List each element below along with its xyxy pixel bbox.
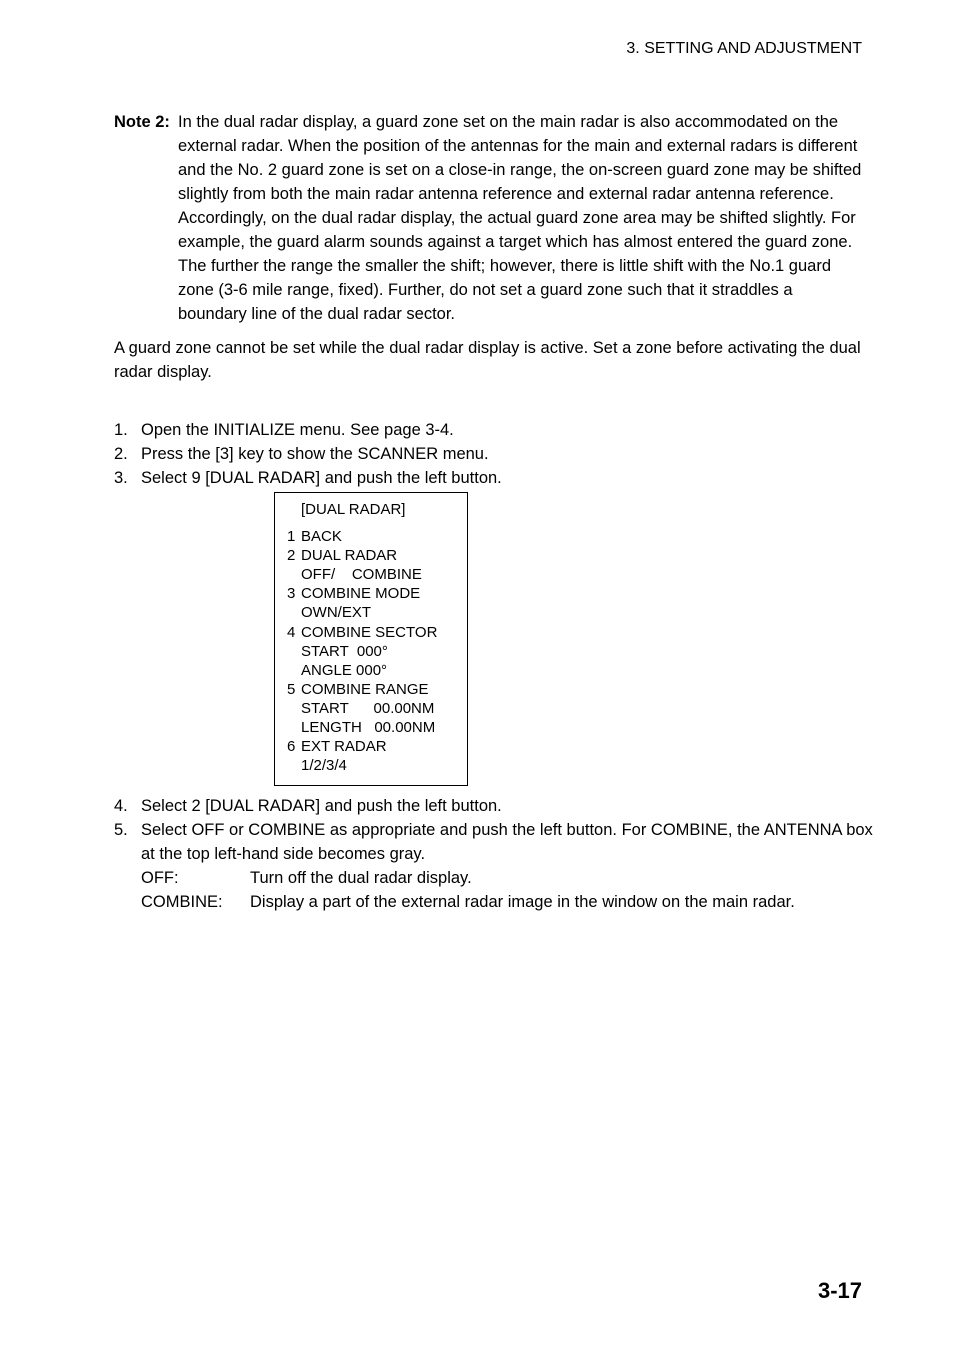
- menu-item-combine-mode: [287, 584, 467, 603]
- option-key: OFF:: [141, 869, 179, 887]
- menu-item-label: EXT RADAR: [301, 738, 387, 756]
- menu-option-range-start: START 00.00NM: [301, 699, 435, 717]
- step-1: [114, 418, 874, 442]
- step-3: [114, 466, 874, 490]
- menu-item-back: [287, 527, 467, 546]
- menu-title: [DUAL RADAR]: [301, 501, 406, 518]
- procedure-steps-first: [114, 418, 874, 490]
- menu-option-ext-radar: 1/2/3/4: [301, 757, 347, 775]
- menu-item-label: COMBINE MODE: [301, 585, 421, 603]
- menu-item-number: 2: [287, 547, 296, 565]
- step-number: 2.: [114, 445, 128, 463]
- step-5: [114, 818, 874, 914]
- step-text: Open the INITIALIZE menu. See page 3-4.: [141, 421, 454, 439]
- step-number: 3.: [114, 469, 128, 487]
- option-off: [141, 866, 874, 890]
- step-text: Select OFF or COMBINE as appropriate and push the left button. For COMBINE, the ANTENNA box at the top left-hand side becomes gray.: [141, 821, 873, 863]
- step-2: [114, 442, 874, 466]
- menu-item-ext-radar: [287, 737, 467, 756]
- menu-item-label: BACK: [301, 528, 342, 546]
- menu-option-dual-radar: OFF/ COMBINE: [301, 566, 422, 584]
- menu-item-dual-radar: [287, 546, 467, 565]
- guard-zone-paragraph: A guard zone cannot be set while the dual radar display is active. Set a zone before activating the dual radar display.: [114, 339, 861, 381]
- running-header: 3. SETTING AND ADJUSTMENT: [626, 40, 862, 57]
- step-text: Press the [3] key to show the SCANNER menu.: [141, 445, 489, 463]
- menu-item-number: 3: [287, 585, 296, 603]
- dual-radar-menu: [274, 492, 468, 786]
- step-number: 5.: [114, 821, 128, 839]
- procedure-steps-second: [114, 794, 874, 914]
- page-number: 3-17: [817, 1278, 862, 1303]
- step-4: [114, 794, 874, 818]
- menu-item-combine-range: [287, 680, 467, 699]
- option-key: COMBINE:: [141, 893, 223, 911]
- menu-item-number: 5: [287, 680, 296, 698]
- menu-item-combine-sector: [287, 623, 467, 642]
- step-number: 1.: [114, 421, 128, 439]
- note-text: In the dual radar display, a guard zone set on the main radar is also accommodated on the external radar. When the position of the antennas for the main and external radars is different and the No. 2 guard zone is set on a close-in range, the on-screen guard zone may be shifted slightly from both the main radar antenna reference and external radar antenna reference. Accordingly, on the dual radar display, the actual guard zone area may be shifted slightly. For example, the guard alarm sounds against a target which has almost entered the guard zone. The further the range the smaller the shift; however, there is little shift with the No.1 guard zone (3-6 mile range, fixed). Further, do not set a guard zone such that it straddles a boundary line of the dual radar sector.: [178, 113, 862, 323]
- menu-option-combine-mode: OWN/EXT: [301, 604, 371, 622]
- note-block: [114, 110, 864, 326]
- menu-option-sector-angle: ANGLE 000°: [301, 661, 388, 679]
- menu-item-number: 6: [287, 738, 296, 756]
- menu-item-number: 4: [287, 623, 296, 641]
- step-text: Select 2 [DUAL RADAR] and push the left button.: [141, 797, 502, 815]
- option-desc: Turn off the dual radar display.: [250, 869, 472, 887]
- step-number: 4.: [114, 797, 128, 815]
- menu-option-sector-start: START 000°: [301, 642, 388, 660]
- menu-item-label: COMBINE RANGE: [301, 680, 429, 698]
- option-combine: [141, 890, 874, 914]
- menu-option-range-length: LENGTH 00.00NM: [301, 719, 436, 737]
- menu-item-label: COMBINE SECTOR: [301, 623, 438, 641]
- note-label: Note 2:: [114, 113, 170, 131]
- menu-item-number: 1: [287, 528, 296, 546]
- option-desc: Display a part of the external radar image in the window on the main radar.: [250, 893, 795, 911]
- menu-item-label: DUAL RADAR: [301, 547, 398, 565]
- step-text: Select 9 [DUAL RADAR] and push the left button.: [141, 469, 502, 487]
